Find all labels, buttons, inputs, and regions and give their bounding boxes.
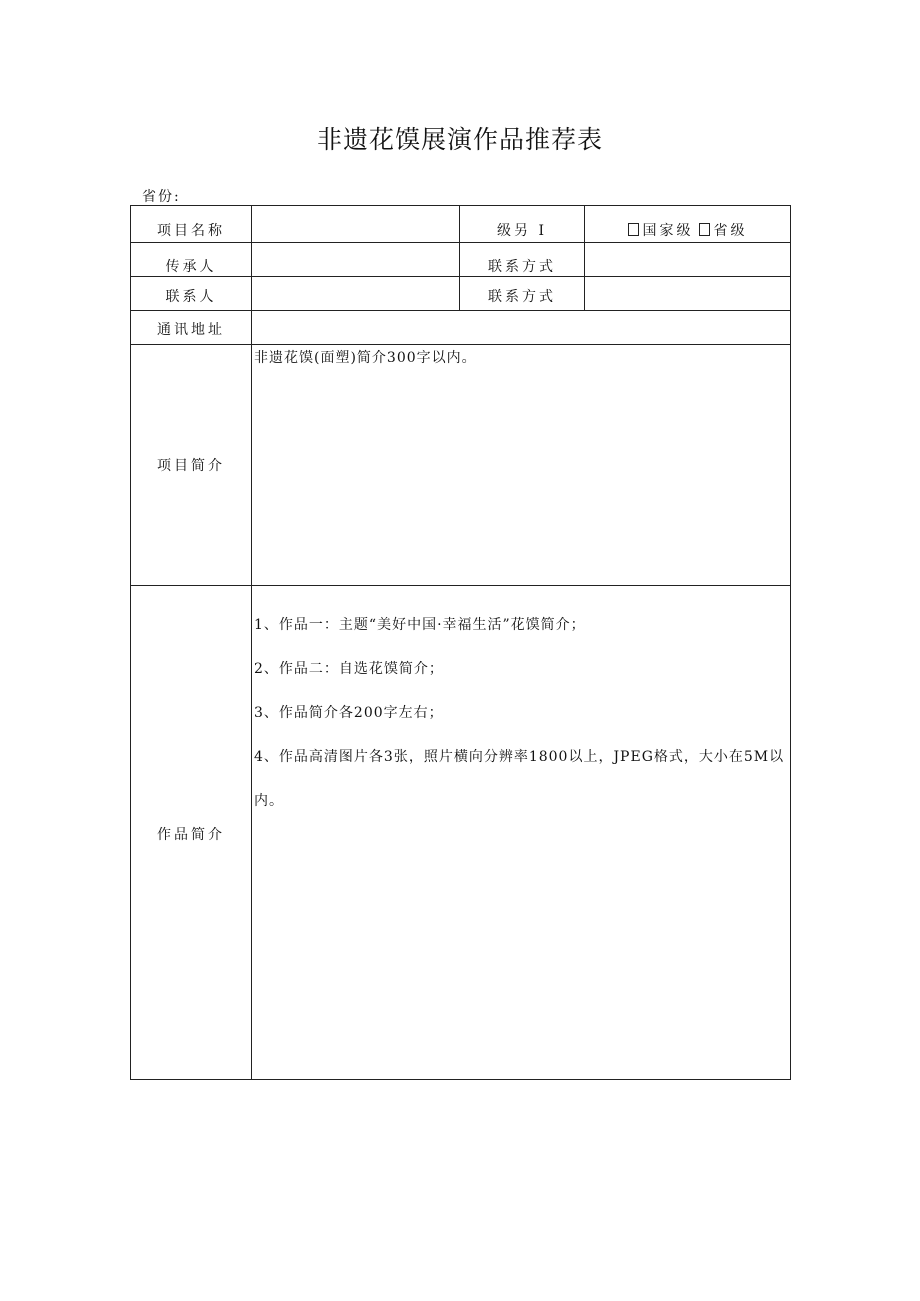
provincial-level-checkbox[interactable] — [699, 223, 710, 236]
contact-person-contact-label: 联系方式 — [460, 277, 585, 311]
works-intro-field[interactable] — [252, 586, 791, 1080]
row-address — [131, 311, 791, 345]
project-intro-field[interactable] — [252, 345, 791, 586]
project-name-label: 项目名称 — [131, 206, 252, 243]
works-instruction-list — [254, 586, 788, 823]
works-instruction-item: 2、作品二：自选花馍简介； — [254, 661, 444, 677]
inheritor-contact-field[interactable] — [585, 243, 791, 277]
inheritor-field[interactable] — [252, 243, 460, 277]
inheritor-label: 传承人 — [131, 243, 252, 277]
project-intro-instruction: 非遗花馍(面塑)简介300字以内。 — [254, 350, 477, 366]
inheritor-contact-label: 联系方式 — [460, 243, 585, 277]
works-instruction-item: 1、作品一：主题“美好中国·幸福生活”花馍简介； — [254, 617, 586, 633]
province-label: 省份: — [142, 189, 181, 205]
project-intro-label: 项目简介 — [131, 345, 252, 586]
level-options — [585, 206, 791, 243]
level-label: 级另 I — [460, 206, 585, 243]
address-field[interactable] — [252, 311, 791, 345]
address-label: 通讯地址 — [131, 311, 252, 345]
row-inheritor — [131, 243, 791, 277]
row-project-name — [131, 206, 791, 243]
row-project-intro — [131, 345, 791, 586]
row-contact-person — [131, 277, 791, 311]
page-title: 非遗花馍展演作品推荐表 — [316, 125, 603, 154]
works-instruction-item: 4、作品高清图片各3张，照片横向分辨率1800以上，JPEG格式，大小在5M以内。 — [254, 749, 785, 809]
contact-person-label: 联系人 — [131, 277, 252, 311]
provincial-level-label: 省级 — [713, 223, 748, 239]
works-instruction-item: 3、作品简介各200字左右； — [254, 705, 444, 721]
works-intro-label: 作品简介 — [131, 586, 252, 1080]
contact-person-contact-field[interactable] — [585, 277, 791, 311]
contact-person-field[interactable] — [252, 277, 460, 311]
project-name-field[interactable] — [252, 206, 460, 243]
national-level-checkbox[interactable] — [628, 223, 639, 236]
national-level-label: 国家级 — [642, 223, 694, 239]
row-works-intro — [131, 586, 791, 1080]
recommendation-form-table — [130, 205, 791, 1080]
